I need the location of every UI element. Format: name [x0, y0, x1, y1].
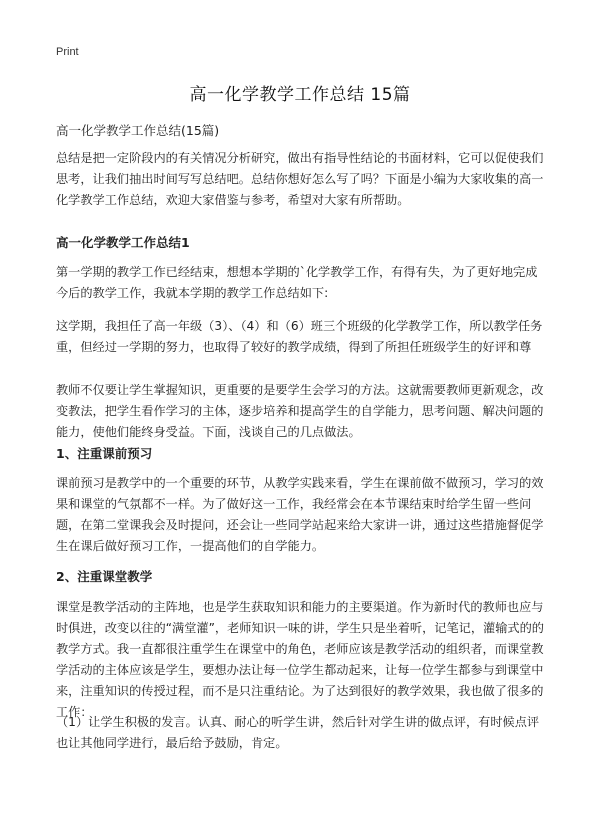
paragraph-2: 这学期，我担任了高一年级（3）、（4）和（6）班三个班级的化学教学工作，所以教学任务重，但经过一学期的努力，也取得了较好的教学成绩，得到了所担任班级学生的好评和尊 [56, 319, 543, 354]
intro-paragraph: 总结是把一定阶段内的有关情况分析研究，做出有指导性结论的书面材料，它可以促使我们思考，让我们抽出时间写写总结吧。总结你想好怎么写了吗？下面是小编为大家收集的高一化学教学工作总结，欢迎大家借鉴与参考，希望对大家有所帮助。 [56, 151, 544, 207]
section-heading: 高一化学教学工作总结1 [56, 235, 190, 250]
paragraph-5: 课堂是教学活动的主阵地，也是学生获取知识和能力的主要渠道。作为新时代的教师也应与时俱进，改变以往的“满堂灌”，老师知识一味的讲，学生只是坐着听，记笔记，灌输式的的教学方式。我一直都很注重学生在课堂中的角色，老师应该是教学活动的组织者，而课堂教学活动的主体应该是学生，要想办法让每一位学生都动起来，让每一位学生都参与到课堂中来，注重知识的传授过程，而不是只注重结论。为了达到很好的教学效果，我也做了很多的工作： [56, 600, 544, 719]
document-title: 高一化学教学工作总结 15篇 [189, 85, 411, 105]
subheading-classroom: 2、注重课堂教学 [56, 569, 153, 584]
paragraph-4: 课前预习是教学中的一个重要的环节，从教学实践来看，学生在课前做不做预习，学习的效果和课堂的气氛都不一样。为了做好这一工作，我经常会在本节课结束时给学生留一些问题，在第二堂课我会及时提问，还会让一些同学站起来给大家讲一讲，通过这些措施督促学生在课后做好预习工作，一提高他们的自学能力。 [56, 476, 544, 553]
subheading-preview: 1、注重课前预习 [56, 446, 153, 461]
print-label[interactable]: Print [56, 46, 79, 58]
document-subtitle: 高一化学教学工作总结(15篇) [56, 123, 220, 138]
paragraph-1: 第一学期的教学工作已经结束，想想本学期的`化学教学工作，有得有失，为了更好地完成今后的教学工作，我就本学期的教学工作总结如下: [56, 265, 538, 300]
paragraph-6: （1）让学生积极的发言。认真、耐心的听学生讲，然后针对学生讲的做点评，有时候点评也让其他同学进行，最后给予鼓励，肯定。 [56, 715, 540, 750]
paragraph-3: 教师不仅要让学生掌握知识，更重要的是要学生会学习的方法。这就需要教师更新观念，改变教法，把学生看作学习的主体，逐步培养和提高学生的自学能力，思考问题、解决问题的能力，使他们能终身受益。下面，浅谈自己的几点做法。 [56, 383, 544, 439]
